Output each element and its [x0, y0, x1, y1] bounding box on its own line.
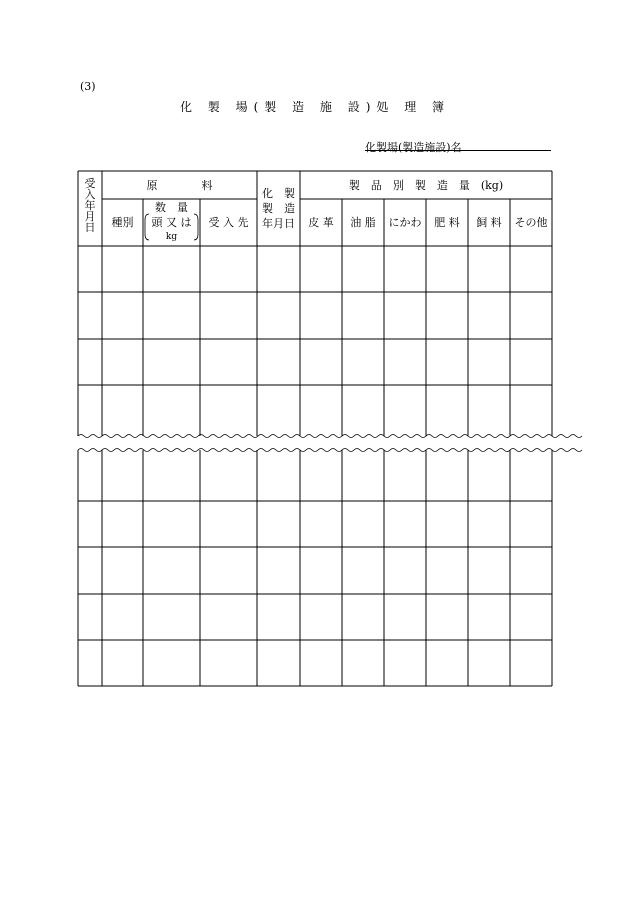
header-product-feed: 飼 料	[476, 216, 502, 229]
header-process-date-2: 製 造	[262, 202, 295, 215]
header-raw-material: 原 料	[146, 179, 213, 192]
header-raw-qty-unit: kg	[165, 232, 178, 242]
header-product-glue: にかわ	[388, 216, 422, 229]
header-raw-qty-mid: 頭 又 は	[151, 216, 192, 229]
break-marks	[78, 435, 582, 452]
header-products: 製 品 別 製 造 量 (kg)	[348, 179, 504, 192]
header-raw-source: 受 入 先	[208, 216, 249, 229]
header-product-oil: 油 脂	[350, 216, 376, 229]
facility-name-label: 化製場(製造施設)名	[365, 141, 462, 154]
header-product-leather: 皮 革	[308, 216, 334, 229]
header-raw-kind: 種別	[111, 216, 134, 229]
header-process-date-1: 化 製	[262, 187, 295, 200]
header-product-fertilizer: 肥 料	[434, 216, 460, 229]
section-number: (3)	[80, 80, 96, 93]
page-title: 化 製 場(製 造 施 設)処 理 簿	[179, 100, 451, 114]
header-process-date-3: 年月日	[262, 217, 295, 230]
header-received-date: 受入年月日	[84, 177, 96, 234]
header-raw-qty-top: 数 量	[155, 201, 188, 214]
header-product-other: その他	[514, 216, 548, 229]
